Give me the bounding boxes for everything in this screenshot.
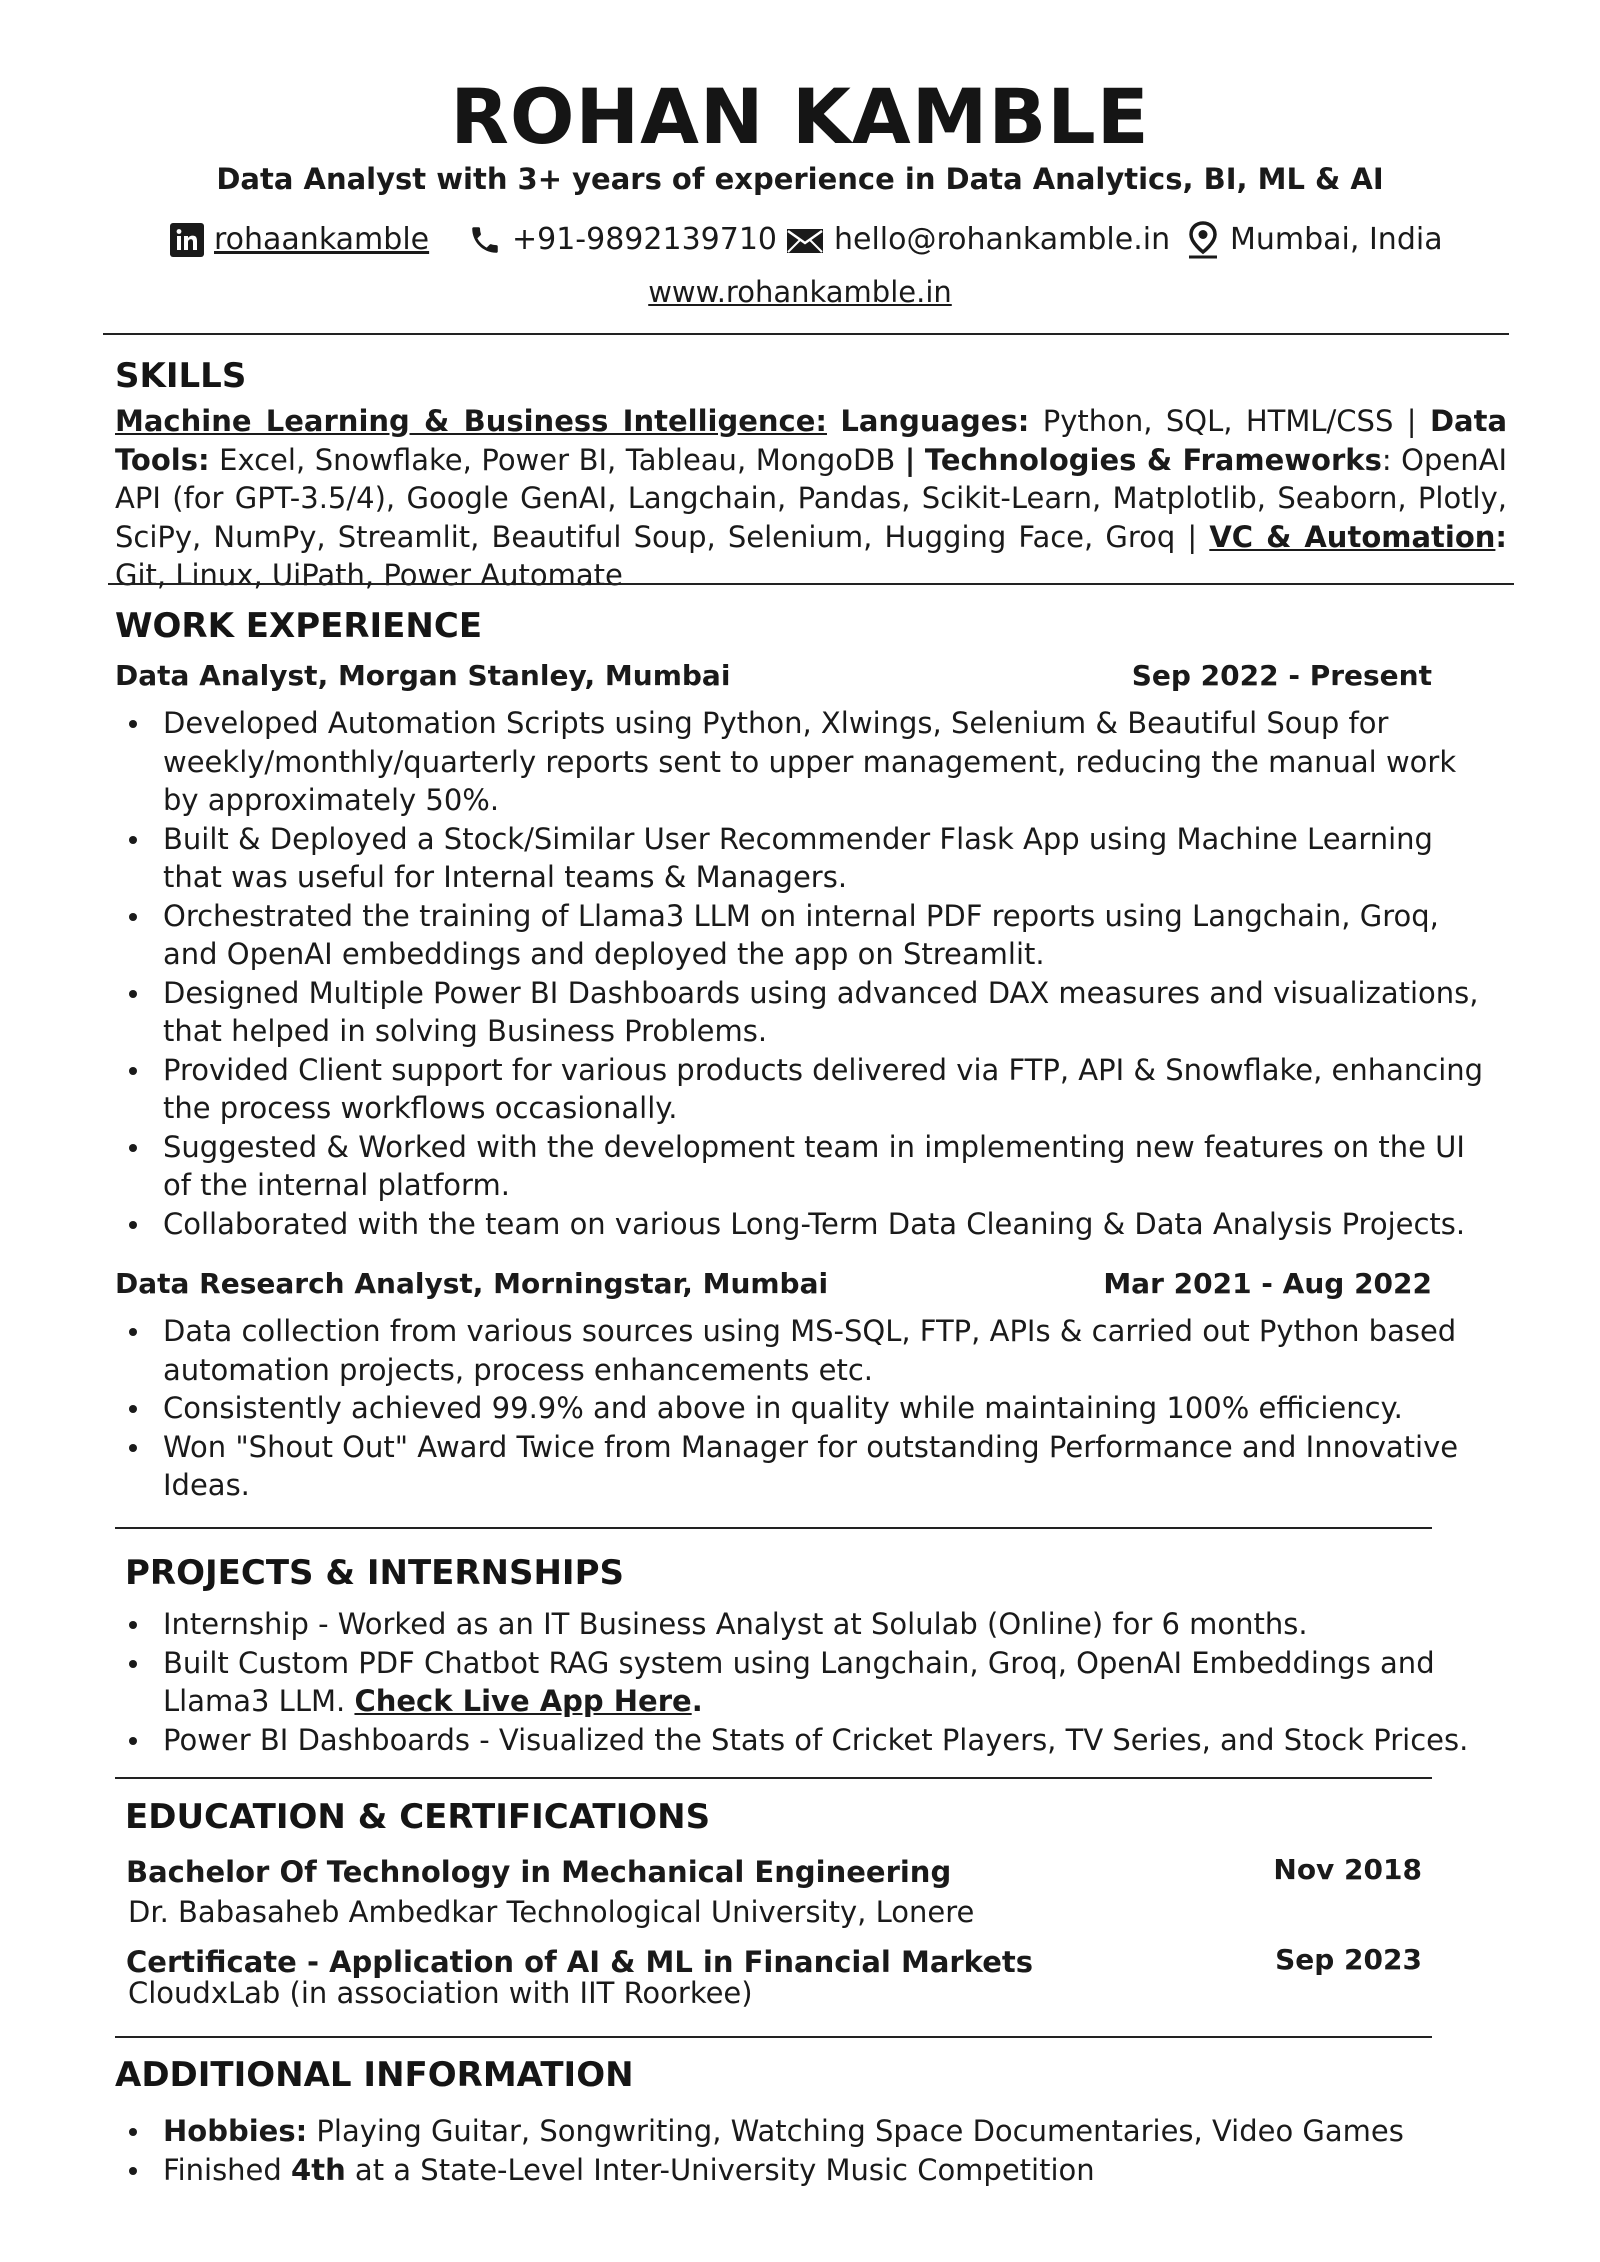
job-dates: Sep 2022 - Present bbox=[1131, 659, 1432, 692]
tagline: Data Analyst with 3+ years of experience in Data Analytics, BI, ML & AI bbox=[216, 162, 1384, 196]
list-item: Collaborated with the team on various Long-Term Data Cleaning & Data Analysis Projects. bbox=[115, 1205, 1485, 1244]
job-title: Data Analyst, Morgan Stanley, Mumbai bbox=[115, 659, 731, 692]
tech-list: : OpenAI API (for GPT-3.5/4), Google GenAI, Langchain, Pandas, Scikit-Learn, Matplotlib, Seaborn, Plotly, SciPy, NumPy, Streamlit, Beautiful Soup, Selenium, Hugging Face, Groq bbox=[115, 442, 1508, 554]
hobbies-label: Hobbies: bbox=[163, 2114, 308, 2148]
list-item: Built & Deployed a Stock/Similar User Recommender Flask App using Machine Learning that was useful for Internal teams & Managers. bbox=[115, 820, 1485, 897]
projects-heading: PROJECTS & INTERNSHIPS bbox=[125, 1553, 624, 1593]
list-item: Designed Multiple Power BI Dashboards using advanced DAX measures and visualizations, that helped in solving Business Problems. bbox=[115, 974, 1485, 1051]
education-heading: EDUCATION & CERTIFICATIONS bbox=[125, 1797, 711, 1837]
certificate-institution: CloudxLab (in association with IIT Roorkee) bbox=[128, 1976, 753, 2010]
period: . bbox=[691, 1684, 703, 1718]
location-pin-icon bbox=[1186, 221, 1220, 259]
job-title: Data Research Analyst, Morningstar, Mumbai bbox=[115, 1267, 829, 1300]
separator: | bbox=[904, 442, 916, 477]
list-item: Orchestrated the training of Llama3 LLM on internal PDF reports using Langchain, Groq, and OpenAI embeddings and deployed the app on Streamlit. bbox=[115, 897, 1485, 974]
data-tools-label: Data Tools: bbox=[115, 404, 1508, 477]
linkedin-icon bbox=[170, 223, 204, 257]
job-dates: Mar 2021 - Aug 2022 bbox=[1103, 1267, 1432, 1300]
candidate-name: ROHAN KAMBLE bbox=[450, 72, 1150, 161]
vc-label: VC & Automation bbox=[1209, 519, 1496, 554]
separator: | bbox=[1187, 519, 1198, 554]
education-institution: Dr. Babasaheb Ambedkar Technological University, Lonere bbox=[128, 1895, 975, 1929]
list-item bbox=[115, 2112, 1485, 2151]
job-bullets bbox=[115, 1312, 1485, 1505]
linkedin-contact[interactable] bbox=[170, 218, 429, 262]
email-icon bbox=[786, 225, 824, 255]
list-item bbox=[115, 2151, 1485, 2190]
certificate-date: Sep 2023 bbox=[1275, 1943, 1422, 1976]
phone-contact bbox=[468, 218, 777, 262]
languages-label: Languages: bbox=[840, 404, 1030, 438]
additional-list bbox=[115, 2112, 1485, 2189]
list-item: Consistently achieved 99.9% and above in quality while maintaining 100% efficiency. bbox=[115, 1389, 1485, 1428]
data-tools-list: Excel, Snowflake, Power BI, Tableau, MongoDB bbox=[219, 442, 896, 477]
rank: 4th bbox=[291, 2152, 346, 2187]
phone-number: +91-9892139710 bbox=[512, 222, 778, 257]
phone-icon bbox=[468, 223, 502, 257]
skills-heading: SKILLS bbox=[115, 356, 247, 396]
job-bullets bbox=[115, 704, 1485, 1243]
skills-paragraph bbox=[115, 402, 1507, 595]
languages-list: Python, SQL, HTML/CSS bbox=[1042, 404, 1394, 438]
list-item: Won "Shout Out" Award Twice from Manager for outstanding Performance and Innovative Ideas. bbox=[115, 1428, 1485, 1505]
finished-text: Finished bbox=[163, 2152, 292, 2187]
separator: | bbox=[1406, 404, 1417, 438]
email-address[interactable]: hello@rohankamble.in bbox=[834, 222, 1171, 257]
ml-bi-label: Machine Learning & Business Intelligence: bbox=[115, 404, 827, 438]
additional-heading: ADDITIONAL INFORMATION bbox=[115, 2055, 634, 2095]
list-item: Developed Automation Scripts using Python, Xlwings, Selenium & Beautiful Soup for weekly/monthly/quarterly reports sent to upper management, reducing the manual work by approximately 50%. bbox=[115, 704, 1485, 820]
tech-label: Technologies & Frameworks bbox=[924, 442, 1382, 477]
vc-colon: : bbox=[1495, 519, 1508, 554]
location-contact bbox=[1186, 218, 1443, 262]
live-app-link[interactable]: Check Live App Here bbox=[354, 1684, 692, 1718]
vc-list: Git, Linux, UiPath, Power Automate bbox=[115, 558, 623, 592]
hobbies-text: Playing Guitar, Songwriting, Watching Space Documentaries, Video Games bbox=[307, 2114, 1404, 2148]
projects-divider bbox=[115, 1777, 1432, 1779]
education-divider bbox=[115, 2036, 1432, 2038]
work-heading: WORK EXPERIENCE bbox=[115, 606, 483, 646]
location-text: Mumbai, India bbox=[1230, 222, 1443, 257]
website-link[interactable]: www.rohankamble.in bbox=[648, 275, 952, 309]
email-contact[interactable] bbox=[786, 218, 1170, 262]
website-row bbox=[0, 273, 1600, 311]
education-date: Nov 2018 bbox=[1273, 1853, 1422, 1886]
project-text: Built Custom PDF Chatbot RAG system using Langchain, Groq, OpenAI Embeddings and Llama3 LLM. bbox=[163, 1645, 1435, 1718]
header-divider bbox=[103, 333, 1509, 335]
list-item: Suggested & Worked with the development team in implementing new features on the UI of the internal platform. bbox=[115, 1128, 1485, 1205]
skills-divider bbox=[108, 583, 1514, 585]
list-item: Power BI Dashboards - Visualized the Stats of Cricket Players, TV Series, and Stock Prices. bbox=[115, 1721, 1485, 1760]
finished-text: at a State-Level Inter-University Music Competition bbox=[345, 2152, 1095, 2187]
work-divider bbox=[115, 1527, 1432, 1529]
list-item: Data collection from various sources using MS-SQL, FTP, APIs & carried out Python based automation projects, process enhancements etc. bbox=[115, 1312, 1485, 1389]
list-item: Internship - Worked as an IT Business Analyst at Solulab (Online) for 6 months. bbox=[115, 1605, 1485, 1644]
list-item bbox=[115, 1644, 1485, 1721]
education-title: Bachelor Of Technology in Mechanical Engineering bbox=[126, 1855, 952, 1889]
list-item: Provided Client support for various products delivered via FTP, API & Snowflake, enhancing the process workflows occasionally. bbox=[115, 1051, 1485, 1128]
projects-list bbox=[115, 1605, 1485, 1759]
certificate-title: Certificate - Application of AI & ML in Financial Markets bbox=[126, 1945, 1033, 1979]
linkedin-link[interactable]: rohaankamble bbox=[214, 222, 430, 257]
